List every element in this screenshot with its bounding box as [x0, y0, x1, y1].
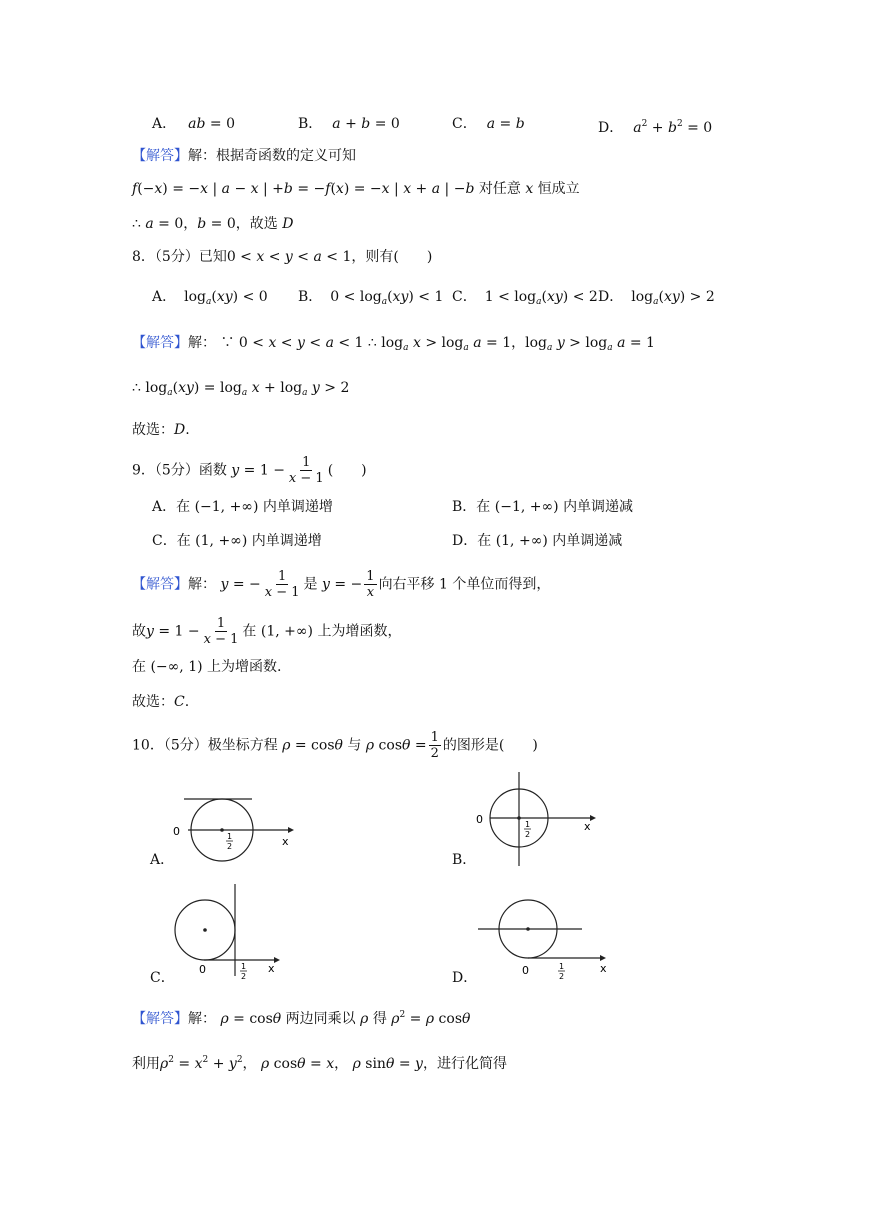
q8-option-b: B． $0 < \log_a(xy) < 1$ — [298, 289, 444, 307]
arrow-icon — [600, 955, 606, 961]
half-den: 2 — [559, 972, 565, 981]
x-label: x — [282, 835, 289, 848]
half-num: 1 — [241, 962, 247, 971]
origin-label: 0 — [522, 964, 529, 977]
option-label: A． — [152, 116, 177, 132]
solution-tag: 【解答】 — [132, 335, 188, 351]
center-dot — [203, 928, 207, 932]
q8-option-a: A． $\log_a(xy) < 0$ — [152, 289, 268, 307]
q8-option-d: D． $\log_a(xy) > 2$ — [598, 289, 715, 307]
q8-solution-line2: ∴ $\log_a(xy) = \log_a x + \log_a y > 2$ — [132, 380, 350, 398]
q9-option-c: C．在 (1, +∞) 内单调递增 — [152, 533, 322, 549]
figure-d — [470, 890, 615, 985]
option-label: D． — [598, 120, 624, 136]
q9-solution-line3: 在 (−∞, 1) 上为增函数. — [132, 659, 282, 675]
q9-option-b: B．在 (−1, +∞) 内单调递减 — [452, 499, 634, 515]
figure-a — [170, 790, 310, 870]
center-dot — [220, 828, 224, 832]
solution-tag: 【解答】 — [132, 148, 188, 164]
origin-label: 0 — [199, 963, 206, 976]
solution-text: 解：根据奇函数的定义可知 — [188, 148, 356, 164]
figure-c — [168, 880, 288, 980]
q7-option-c: C． a = b — [452, 116, 525, 132]
center-dot — [517, 816, 521, 820]
arrow-icon — [274, 957, 280, 963]
q7-option-a: A． ab = 0 — [152, 116, 235, 132]
q8-stem: 8．（5分）已知0 < x < y < a < 1，则有( ) — [132, 249, 433, 265]
solution-tag: 【解答】 — [132, 576, 188, 593]
q7-option-d: D． $a^2 + b^2 = 0$ — [598, 119, 713, 136]
arrow-icon — [288, 827, 294, 833]
q10-option-a-label: A． — [150, 852, 175, 868]
q10-solution-line2: 利用$\rho^2 = x^2 + y^2$， ρ cosθ = x， ρ sinθ = y，进行化简得 — [132, 1055, 507, 1072]
q8-answer: 故选：D. — [132, 422, 190, 438]
q7-solution-intro — [132, 145, 356, 167]
x-label: x — [584, 820, 591, 833]
x-label: x — [600, 962, 607, 975]
q9-solution-line1: 【解答】解： y = − $\frac{1}{x - 1}$ 是 y = − $\frac{1}{x}$ 向右平移 1 个单位而得到， — [132, 569, 551, 600]
solution-tag: 【解答】 — [132, 1011, 188, 1027]
q10-option-b-label: B． — [452, 852, 477, 868]
half-num: 1 — [525, 820, 531, 829]
half-num: 1 — [559, 962, 565, 971]
q10-solution-line1: 【解答】解： ρ = cosθ 两边同乘以 ρ 得 $\rho^2 = \rho$ cosθ — [132, 1010, 471, 1027]
half-num: 1 — [227, 832, 233, 841]
q9-solution-line2: 故y = 1 − $\frac{1}{x - 1}$ 在 (1, +∞) 上为增函数， — [132, 616, 402, 647]
q10-stem: 10．（5分）极坐标方程 ρ = cosθ 与 ρ cosθ = $\frac{1}{2}$ 的图形是( ) — [132, 730, 538, 761]
q9-option-a: A．在 (−1, +∞) 内单调递增 — [152, 499, 333, 515]
half-den: 2 — [241, 972, 247, 980]
center-dot — [526, 927, 530, 931]
q7-option-b: B． a + b = 0 — [298, 116, 400, 132]
option-label: B． — [298, 116, 323, 132]
figure-b — [470, 770, 610, 870]
arrow-icon — [590, 815, 596, 821]
q7-solution-conclusion: ∴ a = 0，b = 0，故选 D — [132, 216, 294, 232]
option-label: C． — [452, 116, 477, 132]
origin-label: 0 — [476, 813, 483, 826]
q8-option-c: C． $1 < \log_a(xy) < 2$ — [452, 289, 598, 307]
half-den: 2 — [227, 842, 233, 851]
q9-stem: 9．（5分）函数 y = 1 − $\frac{1}{x - 1}$ ( ) — [132, 455, 367, 486]
origin-label: 0 — [173, 825, 180, 838]
q8-solution-line1: 【解答】解： ∵ 0 < x < y < a < 1 ∴ $\log_a x > \log_a a = 1$，$\log_a y > \log_a a = 1$ — [132, 335, 655, 353]
q10-option-c-label: C． — [150, 970, 175, 986]
q10-option-d-label: D． — [452, 970, 478, 986]
half-den: 2 — [525, 830, 531, 839]
q7-solution-eq: f(−x) = −x | a − x | +b = −f(x) = −x | x + a | −b 对任意 x 恒成立 — [132, 181, 580, 197]
q9-answer: 故选：C. — [132, 694, 190, 710]
q9-option-d: D．在 (1, +∞) 内单调递减 — [452, 533, 623, 549]
x-label: x — [268, 962, 275, 975]
